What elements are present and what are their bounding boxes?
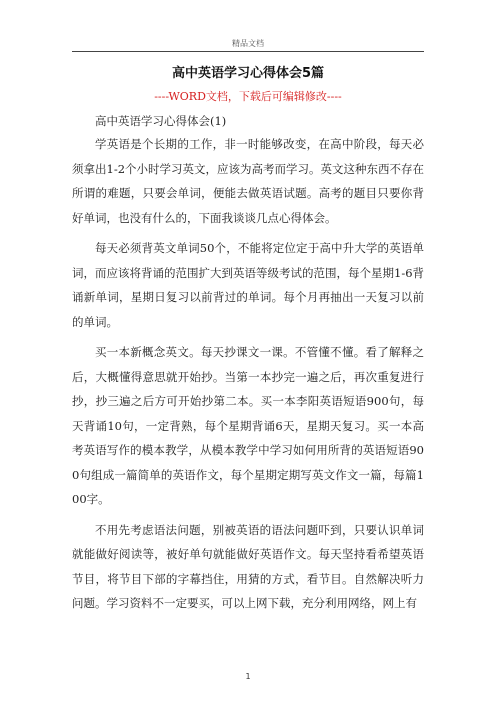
paragraph-3: 买一本新概念英文。每天抄课文一课。不管懂不懂。看了解释之后，大概懂得意思就开始抄。当第一本抄完一遍之后，再次重复进行抄，抄三遍之后方可开始抄第二本。买一本李阳英语短语900句，每天背诵10句，一定背熟，每个星期背诵6天，星期天复习。买一本高考英语写作的模本教学，从模本教学中学习如何用所背的英语短语900句组成一篇简单的英语作文，每个星期定期写英文作文一篇，每篇100字。 [72,345,424,506]
header-divider [72,51,424,52]
document-body [72,64,424,622]
page-number: 1 [245,672,251,681]
paragraph-1: 学英语是个长期的工作，非一时能够改变，在高中阶段，每天必须拿出1-2个小时学习英文，应该为高考而学习。英文这种东西不存在所谓的难题，只要会单词，便能去做英语试题。高考的题目只要你背好单词，也没有什么的，下面我谈谈几点心得体会。 [72,137,425,225]
document-subtitle: ----WORD文档，下载后可编辑修改---- [154,90,342,103]
paragraph-4: 不用先考虑语法问题，别被英语的语法问题吓到，只要认识单词就能做好阅读等，被好单句就能做好英语作文。每天坚持看希望英语节目，将节目下部的字幕挡住，用猜的方式，看节目。自然解决听力问题。学习资料不一定要买，可以上网下载，充分利用网络，网上有 [72,522,424,610]
running-header: 精品文档 [232,39,264,48]
paragraph-2: 每天必须背英文单词50个，不能将定位定于高中升大学的英语单词，而应该将背诵的范围扩大到英语等级考试的范围，每个星期1-6背诵新单词，星期日复习以前背过的单词。每个月再抽出一天复习以前的单词。 [72,241,425,329]
document-title: 高中英语学习心得体会5篇 [171,66,325,81]
section-heading: 高中英语学习心得体会(1) [95,114,227,128]
